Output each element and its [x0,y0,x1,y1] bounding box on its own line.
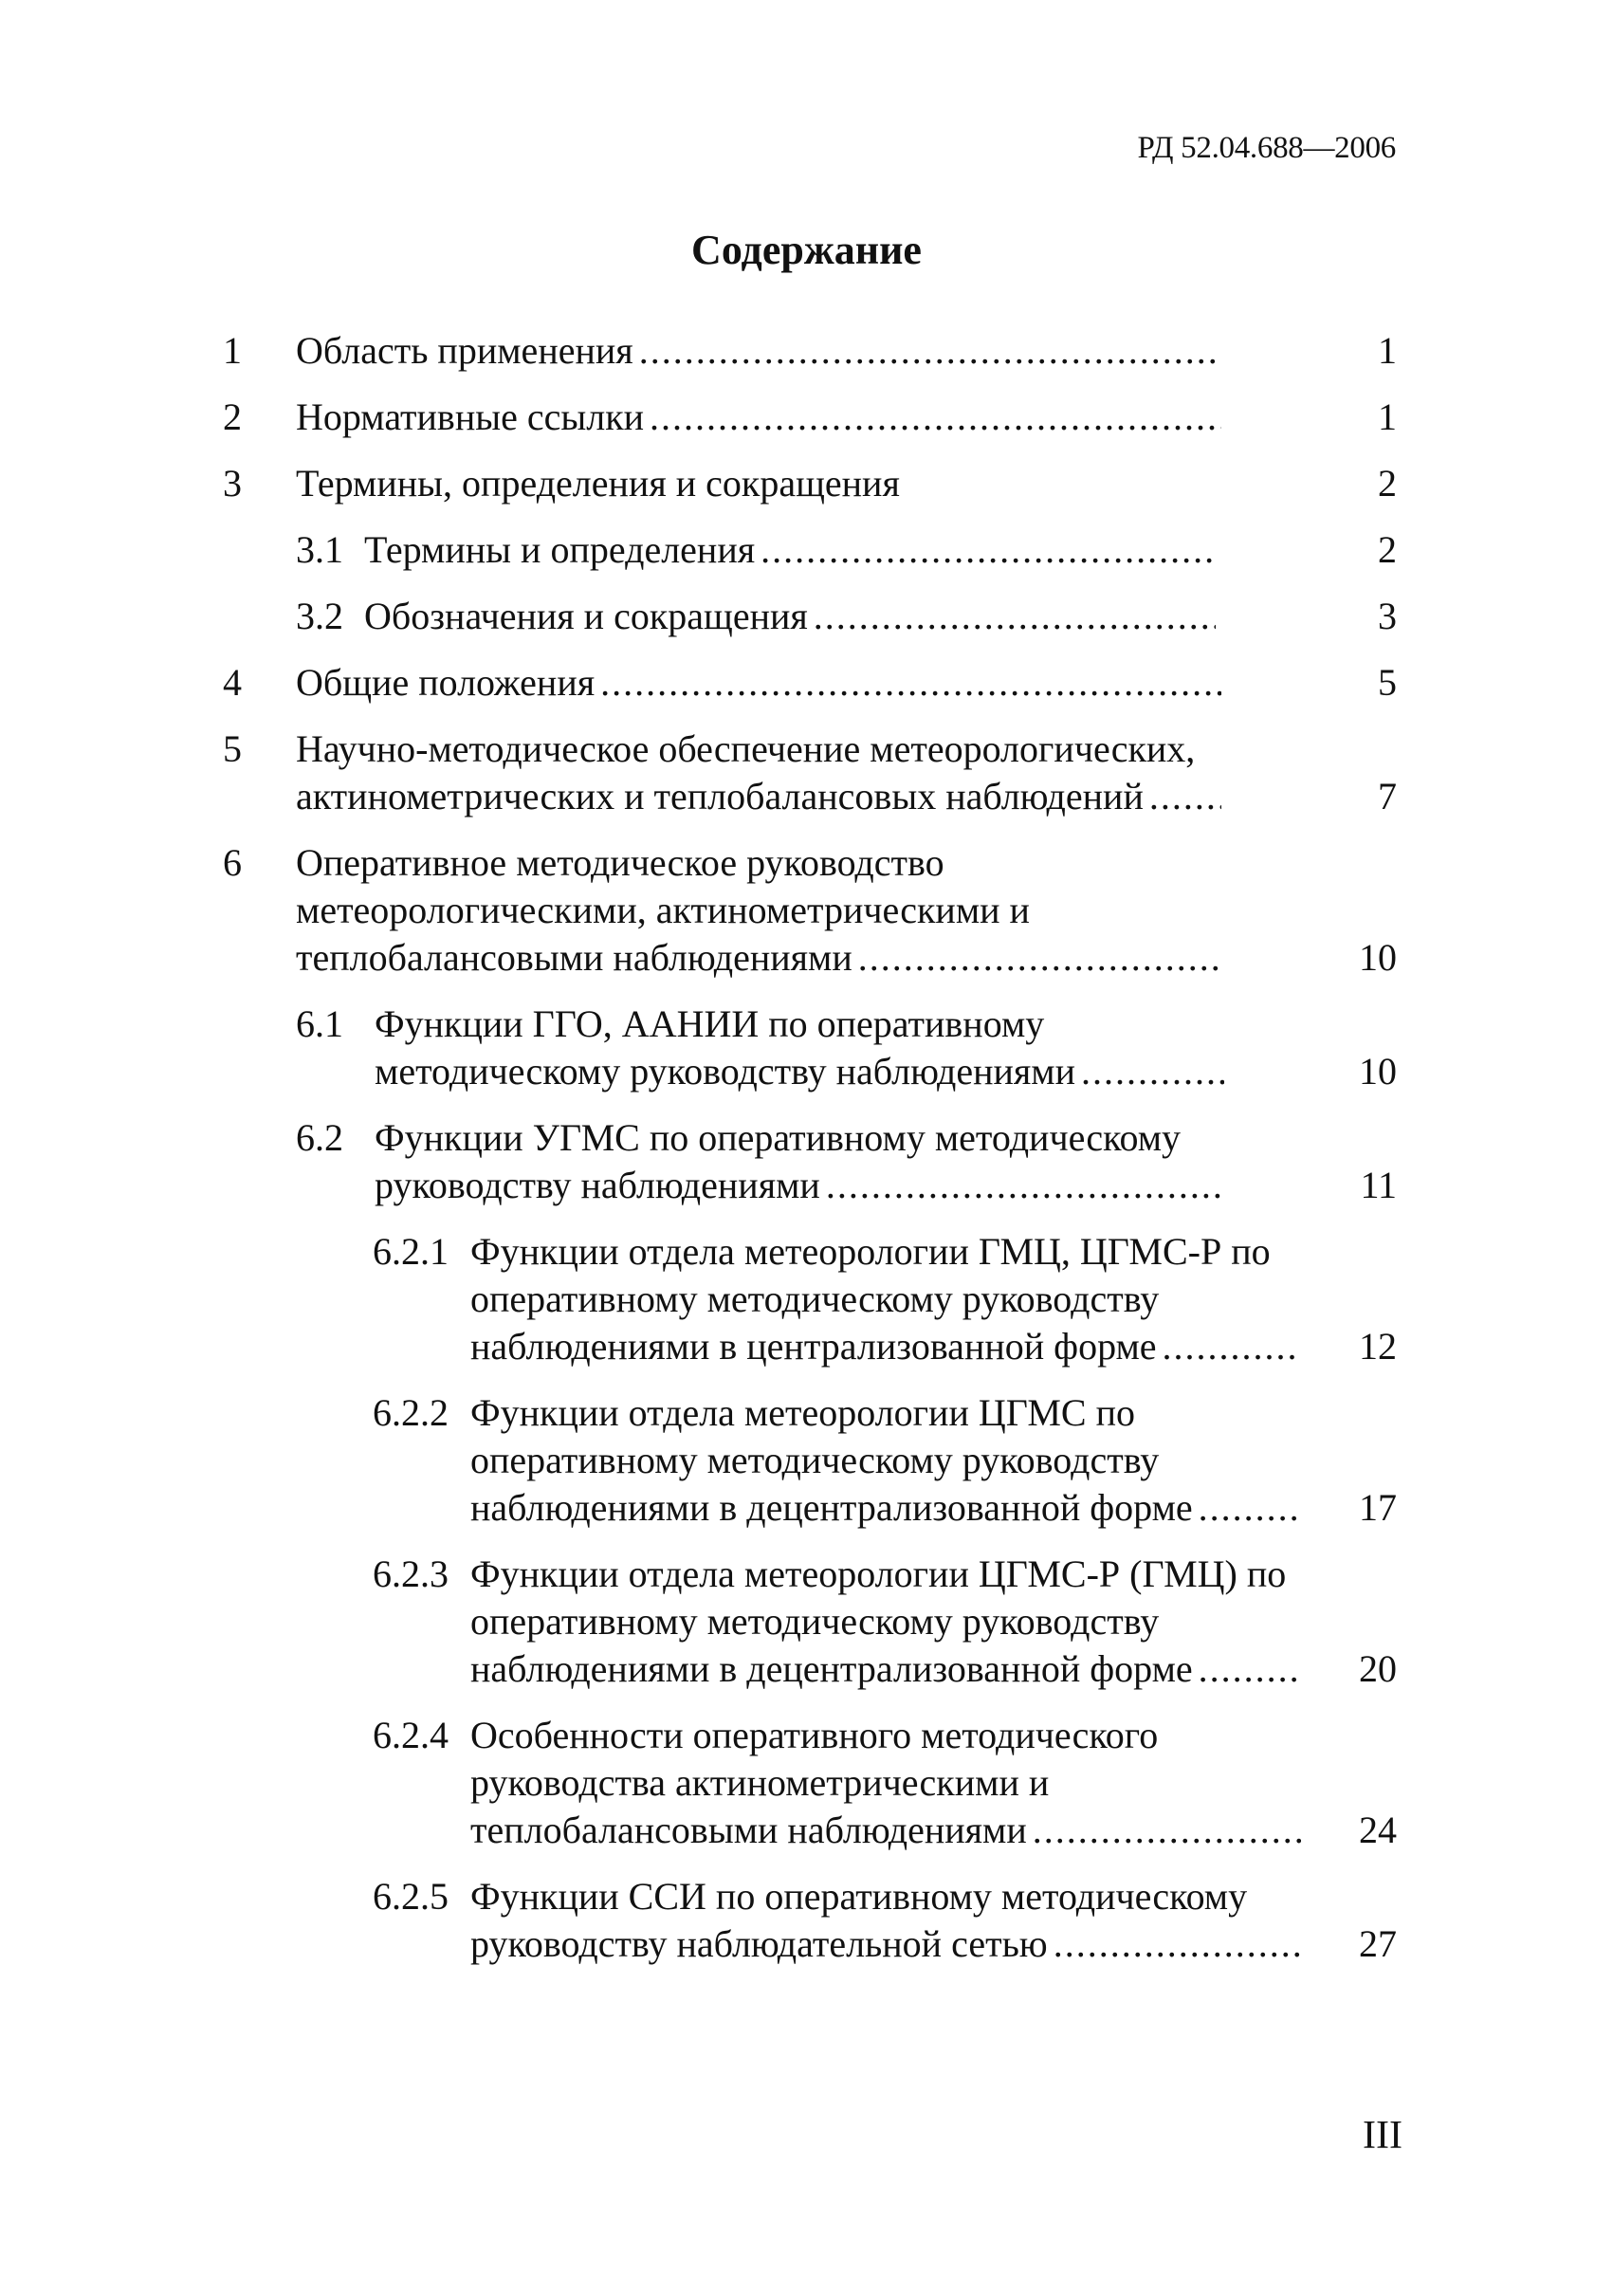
dot-leader [600,659,1221,707]
toc-entry-text [470,1873,1305,1968]
dot-leader [1081,1048,1224,1095]
toc-entry-title: наблюдениями в децентрализованной форме [470,1486,1193,1529]
table-of-contents [0,327,1613,1968]
toc-entry-page: 3 [1378,595,1397,637]
dot-leader [639,327,1221,375]
toc-entry-title: теплобалансовыми наблюдениями [296,936,852,979]
toc-entry-number: 6.2.5 [373,1875,449,1918]
toc-entry-page: 1 [1378,329,1397,372]
toc-entry-text [470,1228,1305,1370]
toc-entry-5[interactable] [0,726,1613,820]
toc-entry-number: 5 [223,727,242,770]
page-title: Содержание [691,227,922,273]
toc-entry-text [375,1114,1228,1209]
toc-entry-3-2[interactable] [0,593,1613,640]
toc-entry-6-2[interactable] [0,1114,1613,1209]
toc-entry-title: Термины, определения и сокращения [296,462,900,505]
toc-entry-title: Общие положения [296,661,596,704]
toc-entry-page: 7 [1378,775,1397,817]
toc-entry-number: 6.2.4 [373,1714,449,1756]
toc-entry-text [470,1551,1305,1693]
toc-entry-page: 17 [1359,1486,1397,1529]
toc-entry-number: 3.2 [296,595,343,637]
toc-entry-title: теплобалансовыми наблюдениями [470,1809,1027,1851]
toc-entry-title: Нормативные ссылки [296,395,645,438]
toc-entry-page: 2 [1378,528,1397,571]
toc-entry-title: методическому руководству наблюдениями [375,1050,1076,1093]
toc-entry-text [375,1001,1228,1095]
toc-entry-number: 6.2 [296,1116,343,1159]
toc-entry-number: 6 [223,841,242,884]
page-number: III [1363,2114,1402,2158]
toc-entry-title-line: оперативному методическому руководству [470,1600,1160,1643]
dot-leader [814,593,1216,640]
dot-leader [1163,1323,1301,1370]
dot-leader [1199,1645,1301,1693]
toc-entry-page: 5 [1378,661,1397,704]
toc-entry-title: руководству наблюдательной сетью [470,1922,1048,1965]
toc-entry-title-line: Функции ССИ по оперативному методическому [470,1875,1248,1918]
toc-entry-title-line: оперативному методическому руководству [470,1277,1160,1320]
toc-entry-text [296,327,1225,375]
toc-entry-6-2-3[interactable] [0,1551,1613,1693]
toc-entry-page: 10 [1359,1050,1397,1093]
toc-entry-number: 6.2.3 [373,1552,449,1595]
toc-entry-text [364,526,1219,574]
toc-entry-title: руководству наблюдениями [375,1164,820,1206]
toc-entry-number: 2 [223,395,242,438]
toc-entry-page: 11 [1360,1164,1397,1206]
toc-entry-title: актинометрических и теплобалансовых наблюдений [296,775,1144,817]
toc-entry-3[interactable] [0,460,1613,507]
dot-leader [1054,1920,1301,1968]
toc-entry-6-2-2[interactable] [0,1389,1613,1532]
toc-entry-number: 6.1 [296,1002,343,1045]
toc-entry-title-line: метеорологическими, актинометрическими и [296,889,1030,931]
toc-entry-4[interactable] [0,659,1613,707]
toc-entry-page: 10 [1359,936,1397,979]
toc-entry-title-line: Особенности оперативного методического [470,1714,1159,1756]
toc-entry-page: 2 [1378,462,1397,505]
dot-leader [826,1162,1224,1209]
toc-entry-title: Обозначения и сокращения [364,595,808,637]
toc-entry-number: 4 [223,661,242,704]
dot-leader [761,526,1216,574]
toc-entry-title: Область применения [296,329,633,372]
toc-entry-number: 6.2.1 [373,1230,449,1273]
toc-entry-number: 1 [223,329,242,372]
toc-entry-text [296,726,1225,820]
toc-entry-2[interactable] [0,394,1613,441]
toc-entry-page: 20 [1359,1647,1397,1690]
toc-entry-text [296,394,1225,441]
dot-leader [650,394,1221,441]
toc-entry-title-line: Функции отдела метеорологии ЦГМС по [470,1391,1135,1434]
toc-entry-title-line: руководства актинометрическими и [470,1761,1050,1804]
toc-entry-text [296,659,1225,707]
toc-entry-title-line: оперативному методическому руководству [470,1439,1160,1481]
document-code: РД 52.04.688—2006 [1137,131,1396,165]
toc-entry-text [296,460,1225,507]
toc-entry-6-1[interactable] [0,1001,1613,1095]
dot-leader [858,934,1221,982]
toc-entry-page: 24 [1359,1809,1397,1851]
toc-entry-title-line: Функции ГГО, ААНИИ по оперативному [375,1002,1045,1045]
toc-entry-number: 3.1 [296,528,343,571]
toc-entry-6-2-4[interactable] [0,1712,1613,1854]
toc-entry-page: 27 [1359,1922,1397,1965]
toc-entry-text [364,593,1219,640]
toc-entry-title-line: Научно-методическое обеспечение метеорологических, [296,727,1196,770]
toc-entry-title-line: Оперативное методическое руководство [296,841,944,884]
dot-leader [1149,773,1221,820]
toc-entry-title: наблюдениями в децентрализованной форме [470,1647,1193,1690]
toc-entry-title-line: Функции отдела метеорологии ЦГМС-Р (ГМЦ) по [470,1552,1287,1595]
toc-entry-6-2-1[interactable] [0,1228,1613,1370]
dot-leader [1199,1484,1301,1532]
toc-entry-text [470,1389,1305,1532]
dot-leader [1033,1807,1301,1854]
toc-entry-page: 1 [1378,395,1397,438]
toc-entry-6[interactable] [0,839,1613,982]
toc-entry-title: наблюдениями в централизованной форме [470,1325,1157,1368]
toc-entry-page: 12 [1359,1325,1397,1368]
toc-entry-text [296,839,1225,982]
toc-entry-text [470,1712,1305,1854]
toc-entry-title: Термины и определения [364,528,756,571]
toc-entry-title-line: Функции УГМС по оперативному методическому [375,1116,1182,1159]
toc-entry-number: 6.2.2 [373,1391,449,1434]
toc-entry-title-line: Функции отдела метеорологии ГМЦ, ЦГМС-Р по [470,1230,1271,1273]
toc-entry-6-2-5[interactable] [0,1873,1613,1968]
toc-entry-3-1[interactable] [0,526,1613,574]
toc-entry-number: 3 [223,462,242,505]
toc-entry-1[interactable] [0,327,1613,375]
